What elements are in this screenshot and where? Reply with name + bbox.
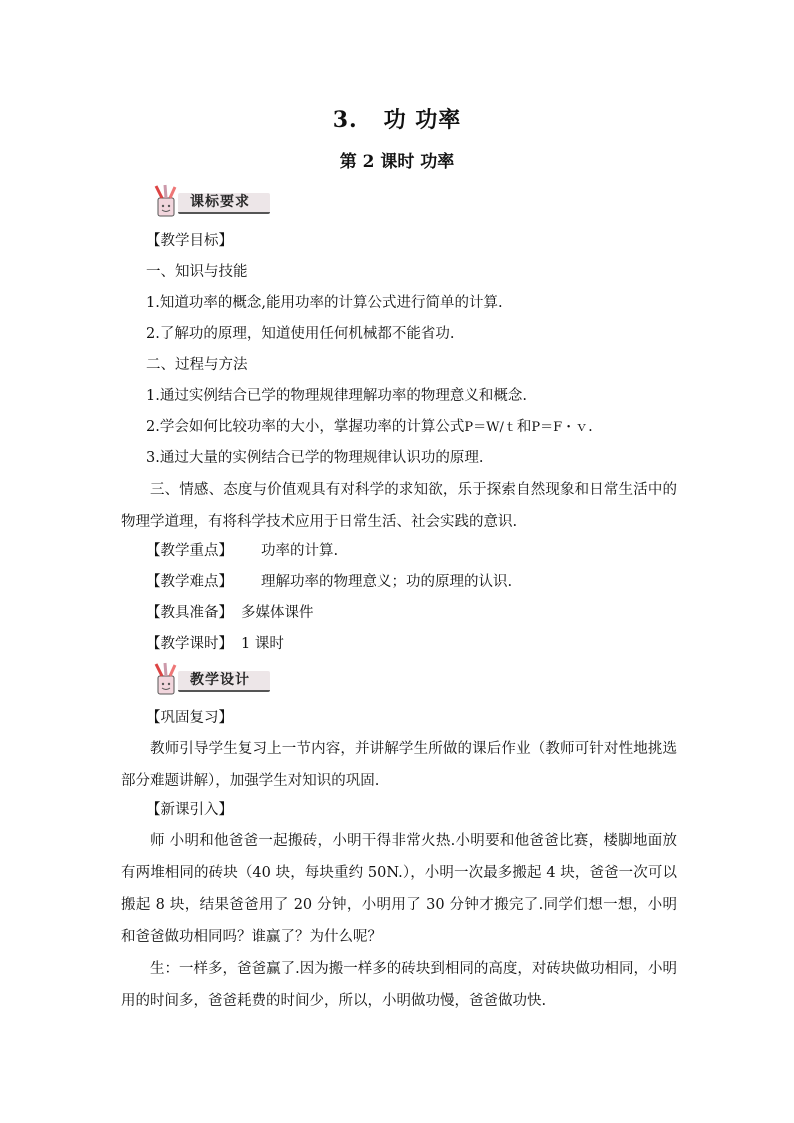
section-badge-design [148,662,272,696]
knowledge-item-1: 1.知道功率的概念,能用功率的计算公式进行简单的计算. [146,295,503,311]
badge-label: 课标要求 [190,194,250,210]
focus-value: 功率的计算. [261,543,339,559]
tools-value: 多媒体课件 [241,605,314,621]
section-badge-standards [148,184,272,218]
difficulty-value: 理解功率的物理意义；功的原理的认识. [261,574,513,590]
review-heading: 【巩固复习】 [146,710,233,726]
page-title: 3. 功 功率 [332,107,462,133]
intro-heading: 【新课引入】 [146,802,233,818]
hours-value: 1 课时 [241,636,284,652]
process-heading: 二、过程与方法 [146,357,248,373]
focus-label: 【教学重点】 [146,543,233,559]
review-paragraph: 教师引导学生复习上一节内容，并讲解学生所做的课后作业（教师可针对性地挑选部分难题讲解），加强学生对知识的巩固. [121,741,677,789]
difficulty-row [146,572,512,592]
process-item-2-and: 和 [516,419,532,435]
process-item-2-text: 2.学会如何比较功率的大小，掌握功率的计算公式 [146,419,465,435]
knowledge-item-2: 2.了解功的原理，知道使用任何机械都不能省功. [146,326,455,342]
process-item-1: 1.通过实例结合已学的物理规律理解功率的物理意义和概念. [146,388,527,404]
power-formula-2: P＝F・ｖ [531,420,589,435]
tools-label: 【教具准备】 [146,605,233,621]
emotion-paragraph: 三、情感、态度与价值观具有对科学的求知欲，乐于探索自然现象和日常生活中的物理学道理，有将科学技术应用于日常生活、社会实践的意识. [121,482,677,530]
objectives-heading: 【教学目标】 [146,233,233,249]
hours-label: 【教学课时】 [146,636,233,652]
process-item-2 [146,417,593,438]
knowledge-heading: 一、知识与技能 [146,264,248,280]
badge-bar [178,193,270,214]
process-item-2-end: . [588,419,593,435]
badge-label: 教学设计 [190,672,250,688]
power-formula-1: P＝W/ｔ [464,420,517,435]
badge-bar [178,671,270,692]
process-item-3: 3.通过大量的实例结合已学的物理规律认识功的原理. [146,450,484,466]
tools-row [146,603,314,623]
student-answer-paragraph: 生：一样多，爸爸赢了.因为搬一样多的砖块到相同的高度，对砖块做功相同，小明用的时间多，爸爸耗费的时间少，所以，小明做功慢，爸爸做功快. [121,961,677,1009]
focus-row [146,541,338,561]
hours-row [146,634,284,654]
difficulty-label: 【教学难点】 [146,574,233,590]
page-subtitle: 第 2 课时 功率 [339,152,455,172]
intro-paragraph: 师 小明和他爸爸一起搬砖，小明干得非常火热.小明要和他爸爸比赛，楼脚地面放有两堆相同的砖块（40 块，每块重约 50N.），小明一次最多搬起 4 块，爸爸一次可以搬起 8 块，结果爸爸用了 20 分钟，小明用了 30 分钟才搬完了.同学们想一想，小明和爸爸做功相同吗？谁赢了？为什么呢？ [121,833,677,945]
